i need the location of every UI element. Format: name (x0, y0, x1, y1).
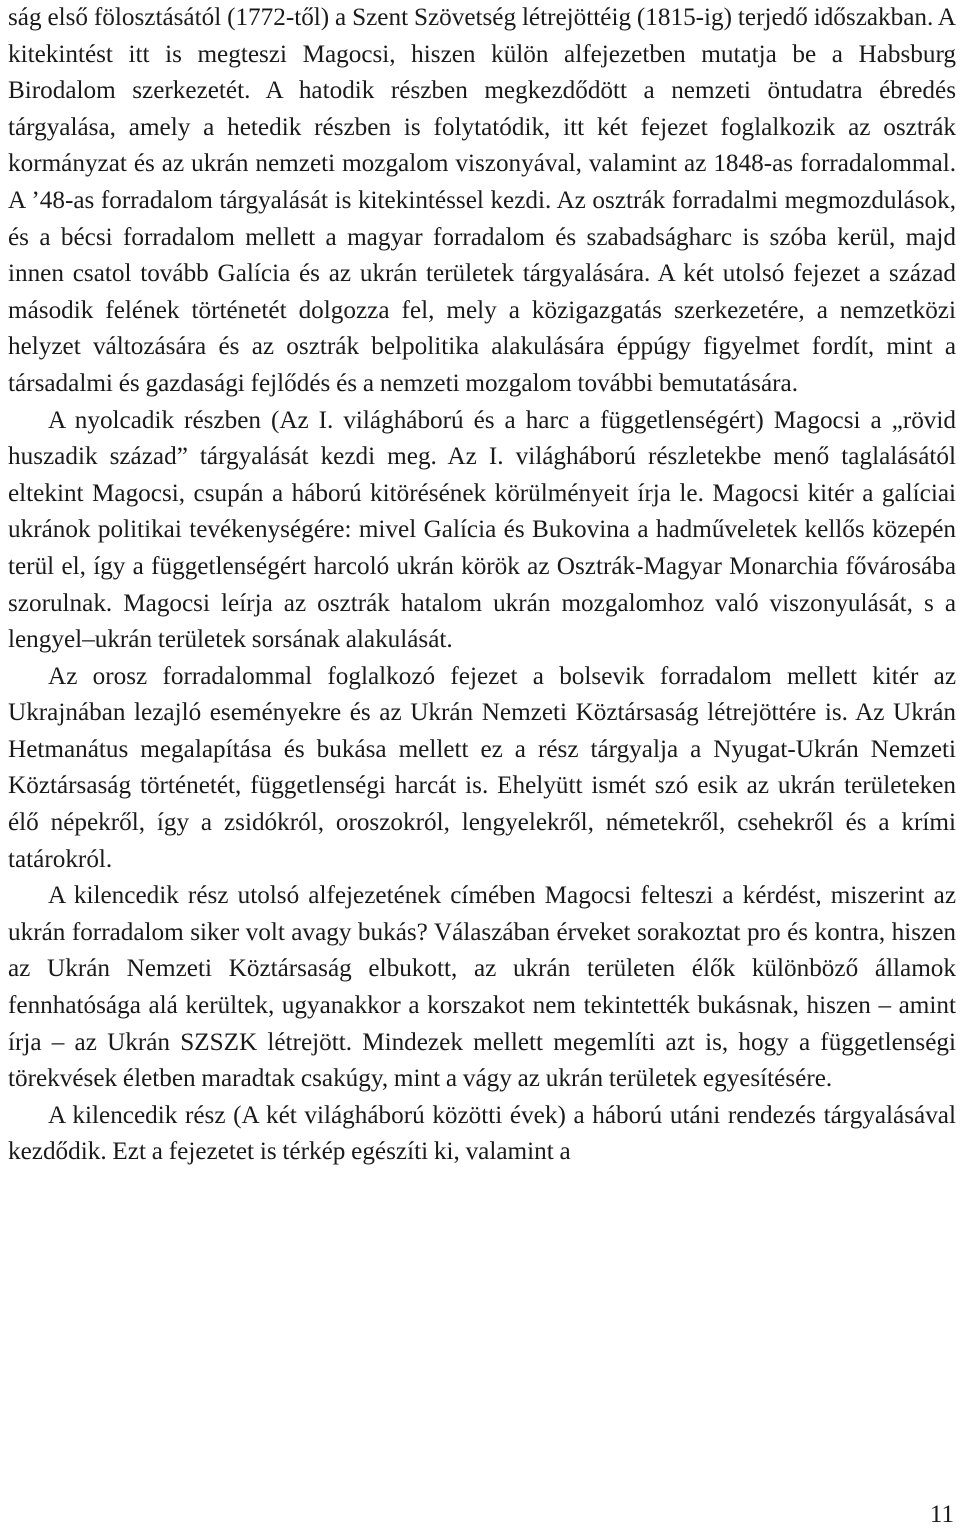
document-page (8, 0, 956, 1171)
body-paragraph-3: Az orosz forradalommal foglalkozó fejezet a bolsevik forradalom mellett kitér az Ukrajnában lezajló eseményekre és az Ukrán Nemzeti Köztársaság létrejöttére is. Az Ukrán Hetmanátus megalapítása és bukása mellett ez a rész tárgyalja a Nyugat-Ukrán Nemzeti Köztársaság történetét, függetlenségi harcát is. Ehelyütt ismét szó esik az ukrán területeken élő népekről, így a zsidókról, oroszokról, lengyelekről, németekről, csehekről és a krími tatárokról. (8, 662, 956, 873)
body-paragraph-1: ság első fölosztásától (1772-től) a Szent Szövetség létrejöttéig (1815-ig) terjedő időszakban. A kitekintést itt is megteszi Magocsi, hiszen külön alfejezetben mutatja be a Habsburg Birodalom szerkezetét. A hatodik részben megkezdődött a nemzeti öntudatra ébredés tárgyalása, amely a hetedik részben is folytatódik, itt két fejezet foglalkozik az osztrák kormányzat és az ukrán nemzeti mozgalom viszonyával, valamint az 1848-as forradalommal. A ’48-as forradalom tárgyalását is kitekintéssel kezdi. Az osztrák forradalmi megmozdulások, és a bécsi forradalom mellett a magyar forradalom és szabadságharc is szóba kerül, majd innen csatol tovább Galícia és az ukrán területek tárgyalására. A két utolsó fejezet a század második felének történetét dolgozza fel, mely a közigazgatás szerkezetére, a nemzetközi helyzet változására és az osztrák belpolitika alakulására éppúgy figyelmet fordít, mint a társadalmi és gazdasági fejlődés és a nemzeti mozgalom további bemutatására. (8, 4, 956, 397)
body-paragraph-4: A kilencedik rész utolsó alfejezetének címében Magocsi felteszi a kérdést, miszerint az ukrán forradalom siker volt avagy bukás? Válaszában érveket sorakoztat pro és kontra, hiszen az Ukrán Nemzeti Köztársaság elbukott, az ukrán területen élők különböző államok fennhatósága alá kerültek, ugyanakkor a korszakot nem tekintették bukásnak, hiszen – amint írja – az Ukrán SZSZK létrejött. Mindezek mellett megemlíti azt is, hogy a függetlenségi törekvések életben maradtak csakúgy, mint a vágy az ukrán területek egyesítésére. (8, 882, 956, 1093)
body-paragraph-2: A nyolcadik részben (Az I. világháború és a harc a függetlenségért) Magocsi a „rövid huszadik század” tárgyalását kezdi meg. Az I. világháború részletekbe menő taglalásától eltekint Magocsi, csupán a háború kitörésének körülményeit írja le. Magocsi kitér a galíciai ukránok politikai tevékenységére: mivel Galícia és Bukovina a hadműveletek kellős közepén terül el, így a függetlenségért harcoló ukrán körök az Osztrák-Magyar Monarchia fővárosába szorulnak. Magocsi leírja az osztrák hatalom ukrán mozgalomhoz való viszonyulását, s a lengyel–ukrán területek sorsának alakulását. (8, 406, 956, 654)
page-number: 11 (929, 1501, 954, 1528)
body-paragraph-5: A kilencedik rész (A két világháború közötti évek) a háború utáni rendezés tárgyalásával kezdődik. Ezt a fejezetet is térkép egészíti ki, valamint a (8, 1101, 956, 1166)
